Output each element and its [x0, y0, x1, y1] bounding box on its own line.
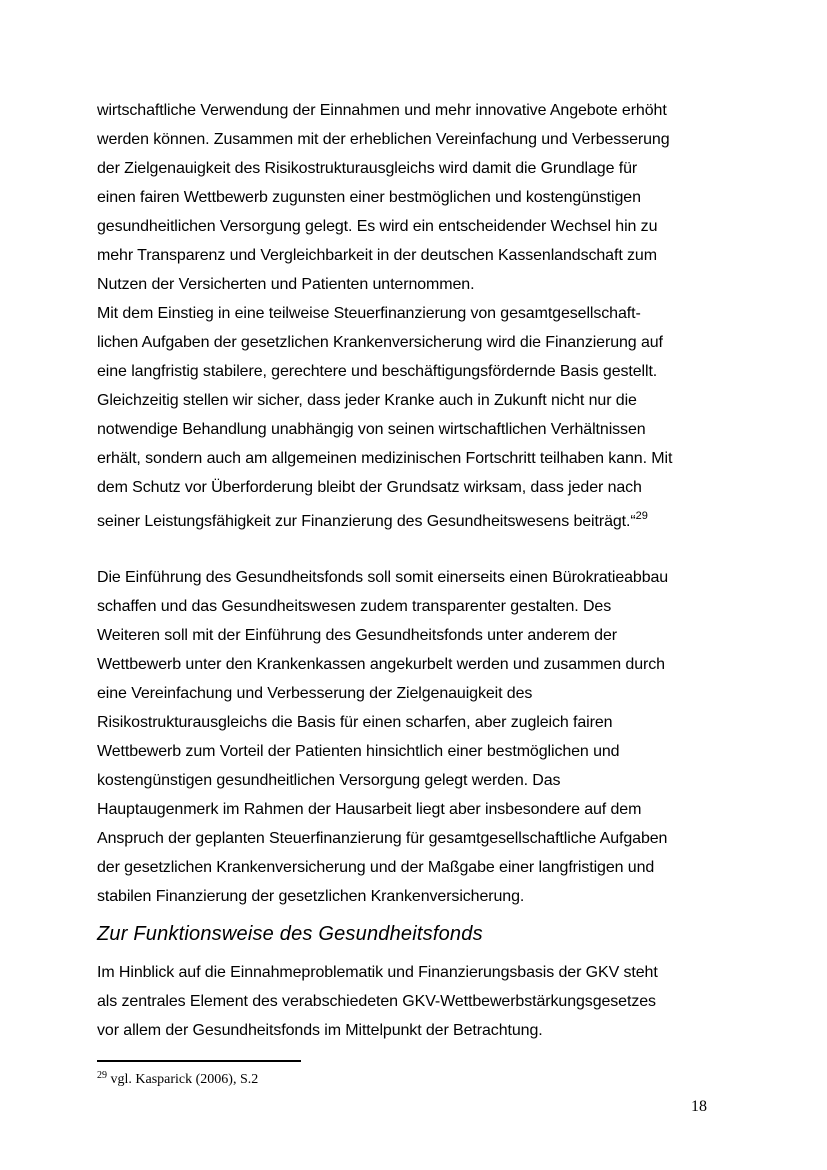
text-line: Im Hinblick auf die Einnahmeproblematik und Finanzierungsbasis der GKV steht [97, 964, 658, 981]
text-line: Die Einführung des Gesundheitsfonds soll somit einerseits einen Bürokratieabbau [97, 569, 669, 586]
text-line [97, 502, 722, 536]
text-line: lichen Aufgaben der gesetzlichen Krankenversicherung wird die Finanzierung auf [97, 334, 663, 351]
page-number: 18 [691, 1098, 707, 1115]
text-line: mehr Transparenz und Vergleichbarkeit in der deutschen Kassenlandschaft zum [97, 247, 657, 264]
text-line: eine langfristig stabilere, gerechtere und beschäftigungsfördernde Basis gestellt. [97, 363, 658, 380]
text-line: Wettbewerb unter den Krankenkassen angekurbelt werden und zusammen durch [97, 656, 665, 673]
footnote [97, 1067, 301, 1089]
text-line: Weiteren soll mit der Einführung des Gesundheitsfonds unter anderem der [97, 627, 618, 644]
quote-paragraph-1 [97, 96, 722, 299]
text-line: Mit dem Einstieg in eine teilweise Steuerfinanzierung von gesamtgesellschaft- [97, 305, 641, 322]
text-line: stabilen Finanzierung der gesetzlichen Krankenversicherung. [97, 888, 525, 905]
text-line: schaffen und das Gesundheitswesen zudem transparenter gestalten. Des [97, 598, 612, 615]
text-line: Gleichzeitig stellen wir sicher, dass jeder Kranke auch in Zukunft nicht nur die [97, 392, 637, 409]
footnote-area [97, 1060, 301, 1089]
quote-paragraph-2 [97, 299, 722, 536]
quote-end-text: seiner Leistungsfähigkeit zur Finanzierung des Gesundheitswesens beiträgt.“ [97, 513, 636, 530]
body-paragraph [97, 563, 722, 911]
text-line: einen fairen Wettbewerb zugunsten einer bestmöglichen und kostengünstigen [97, 189, 641, 206]
text-line: Nutzen der Versicherten und Patienten unternommen. [97, 276, 475, 293]
footnote-reference: 29 [635, 510, 648, 522]
section-heading: Zur Funktionsweise des Gesundheitsfonds [97, 923, 483, 945]
text-line: dem Schutz vor Überforderung bleibt der Grundsatz wirksam, dass jeder nach [97, 479, 642, 496]
text-line: vor allem der Gesundheitsfonds im Mittelpunkt der Betrachtung. [97, 1022, 543, 1039]
text-line: als zentrales Element des verabschiedeten GKV-Wettbewerbstärkungsgesetzes [97, 993, 656, 1010]
footnote-marker: 29 [97, 1070, 107, 1081]
text-line: notwendige Behandlung unabhängig von seinen wirtschaftlichen Verhältnissen [97, 421, 646, 438]
text-line: Hauptaugenmerk im Rahmen der Hausarbeit liegt aber insbesondere auf dem [97, 801, 642, 818]
text-line: der Zielgenauigkeit des Risikostrukturausgleichs wird damit die Grundlage für [97, 160, 638, 177]
footnote-separator [97, 1060, 301, 1062]
page-content [97, 96, 722, 1045]
text-line: Wettbewerb zum Vorteil der Patienten hinsichtlich einer bestmöglichen und [97, 743, 620, 760]
text-line: kostengünstigen gesundheitlichen Versorgung gelegt werden. Das [97, 772, 561, 789]
text-line: der gesetzlichen Krankenversicherung und der Maßgabe einer langfristigen und [97, 859, 655, 876]
text-line: wirtschaftliche Verwendung der Einnahmen und mehr innovative Angebote erhöht [97, 102, 667, 119]
text-line: gesundheitlichen Versorgung gelegt. Es wird ein entscheidender Wechsel hin zu [97, 218, 658, 235]
text-line: Risikostrukturausgleichs die Basis für einen scharfen, aber zugleich fairen [97, 714, 613, 731]
text-line: Anspruch der geplanten Steuerfinanzierung für gesamtgesellschaftliche Aufgaben [97, 830, 668, 847]
text-line: erhält, sondern auch am allgemeinen medizinischen Fortschritt teilhaben kann. Mit [97, 450, 673, 467]
text-line: eine Vereinfachung und Verbesserung der Zielgenauigkeit des [97, 685, 533, 702]
text-line: werden können. Zusammen mit der erheblichen Vereinfachung und Verbesserung [97, 131, 670, 148]
body-paragraph-2 [97, 958, 722, 1045]
footnote-text: vgl. Kasparick (2006), S.2 [110, 1072, 259, 1087]
